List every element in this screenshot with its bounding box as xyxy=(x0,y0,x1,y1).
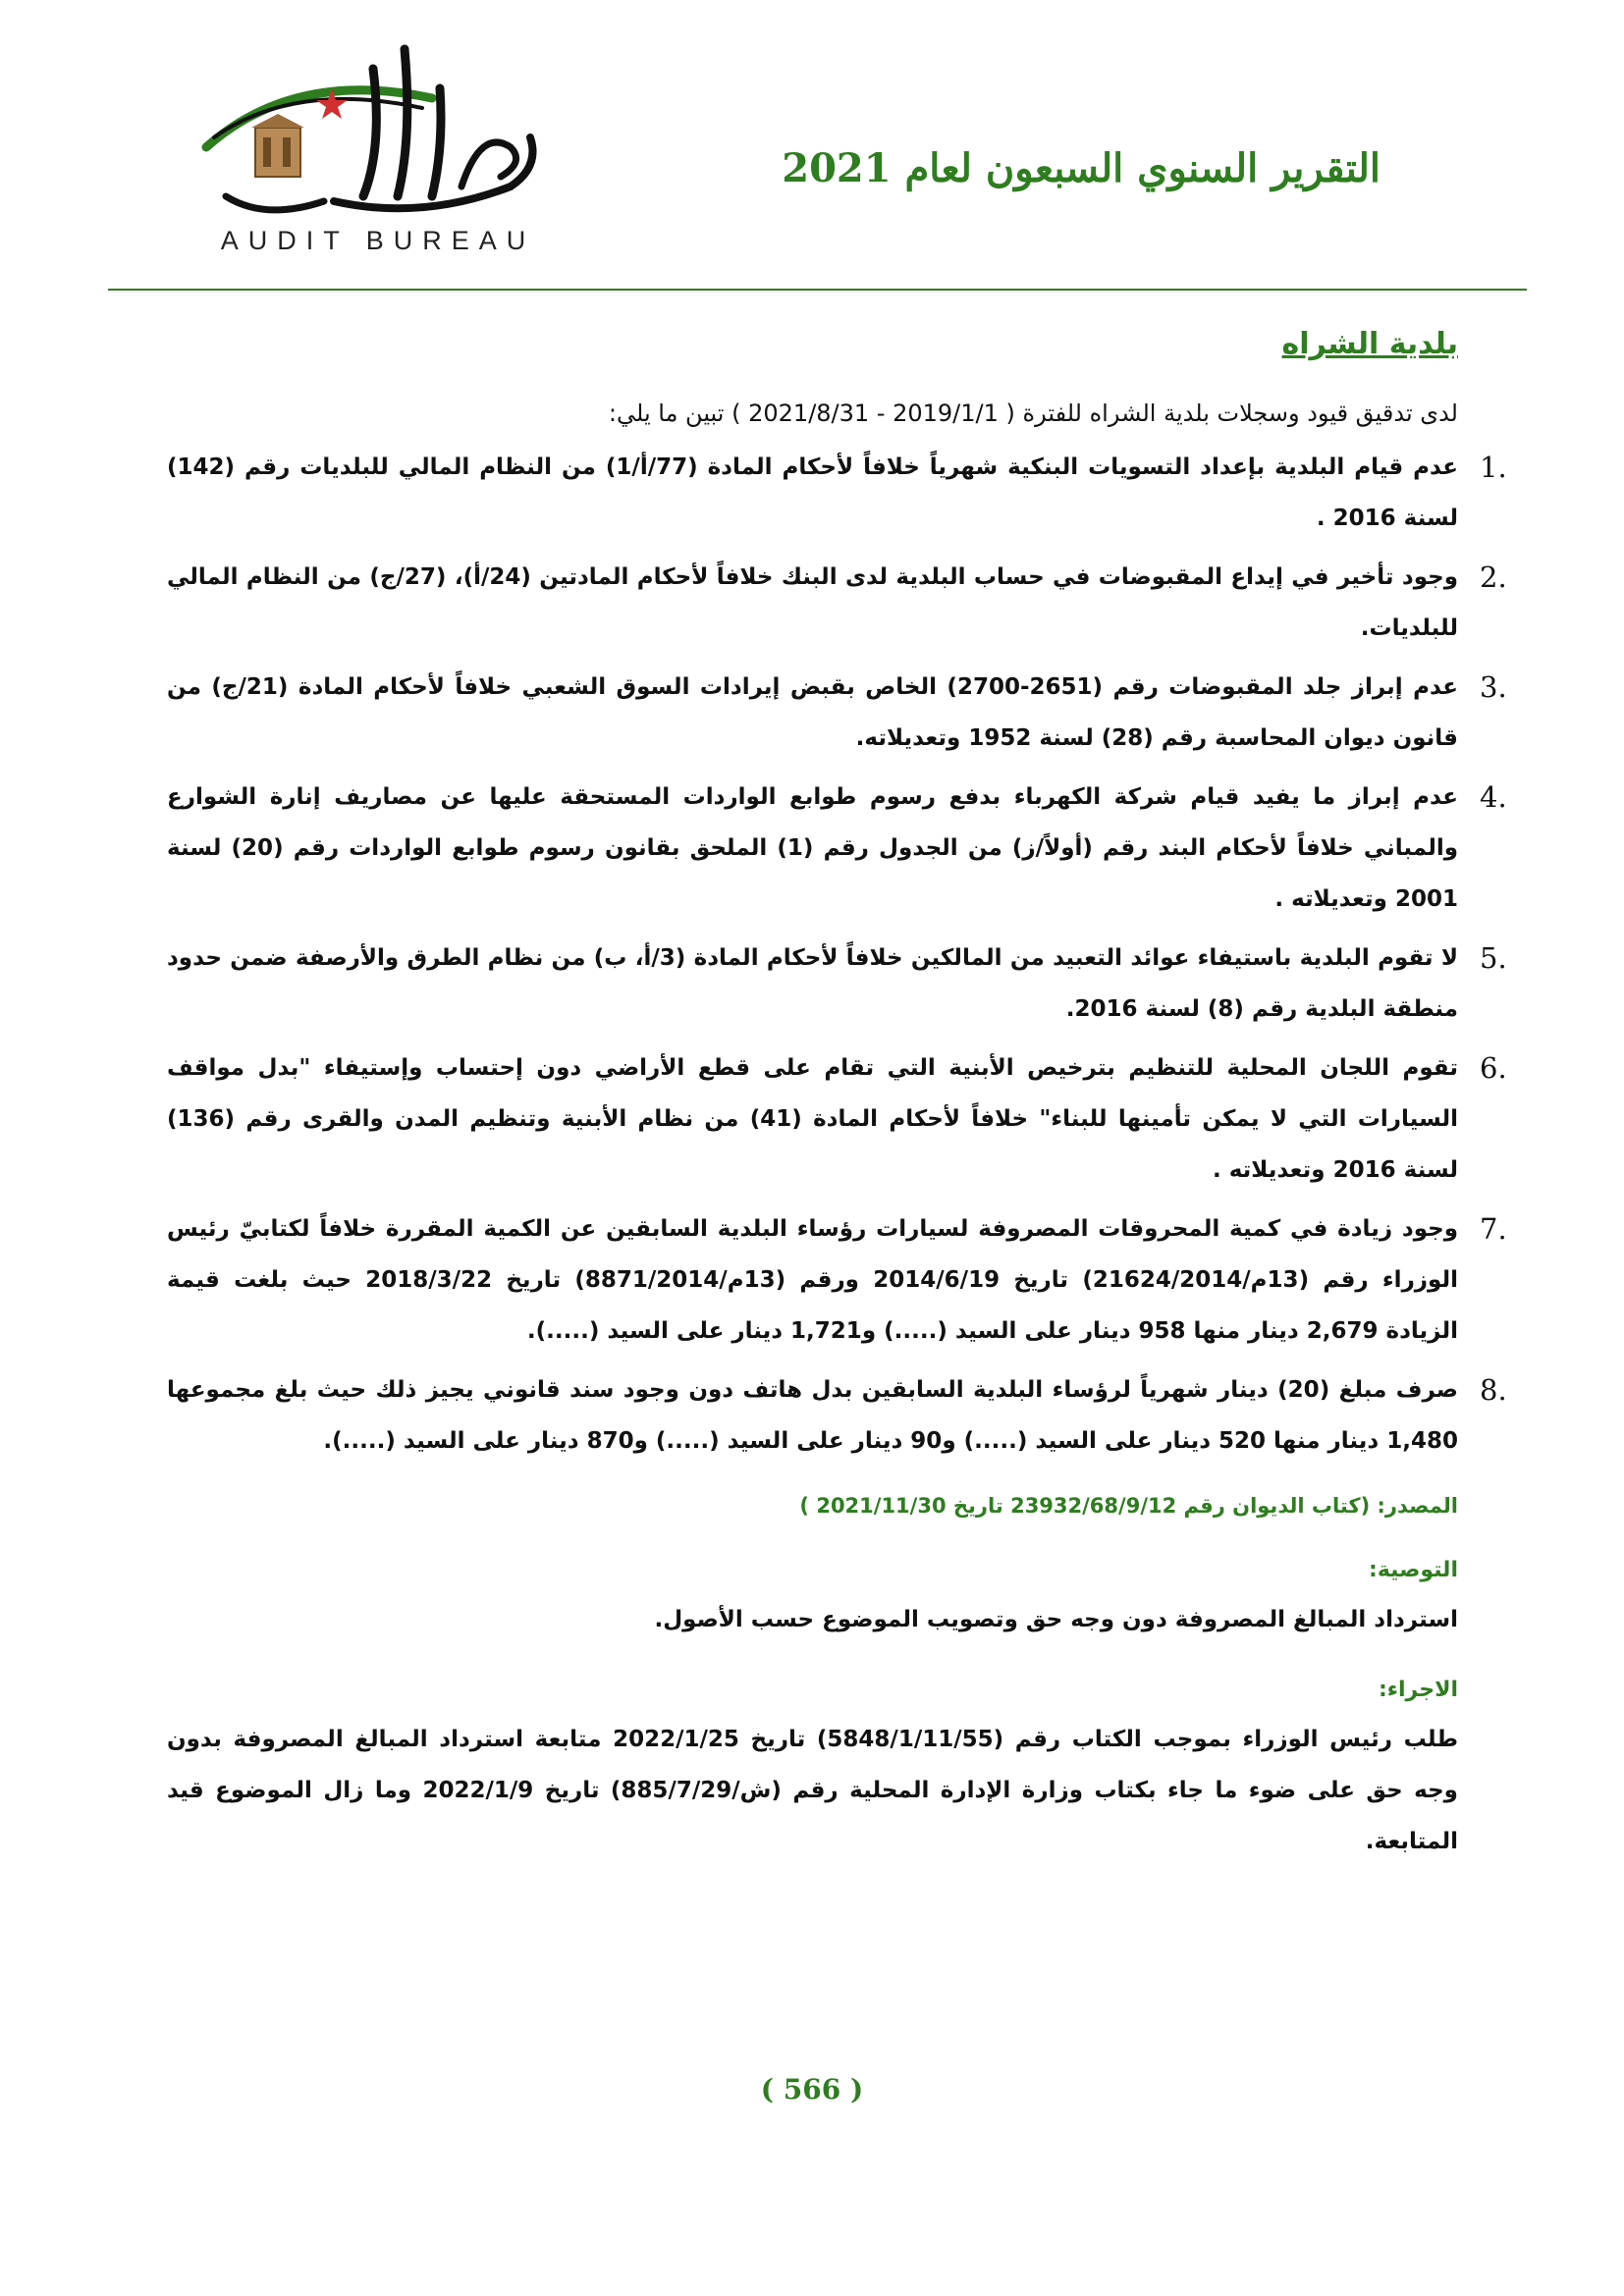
audit-bureau-logo xyxy=(187,29,569,260)
item-text: وجود تأخير في إيداع المقبوضات في حساب البلدية لدى البنك خلافاً لأحكام المادتين (24/أ)، (27/ج) من النظام المالي للبلديات. xyxy=(167,564,1458,641)
list-item xyxy=(167,552,1507,654)
findings-list xyxy=(167,442,1507,1467)
recommendation-text: استرداد المبالغ المصروفة دون وجه حق وتصويب الموضوع حسب الأصول. xyxy=(654,1607,1458,1632)
item-number: 8. xyxy=(1480,1373,1507,1407)
section-title: بلدية الشراه xyxy=(1281,327,1458,361)
item-text: لا تقوم البلدية باستيفاء عوائد التعبيد من المالكين خلافاً لأحكام المادة (3/أ، ب) من نظام الطرق والأرصفة ضمن حدود منطقة البلدية رقم (8) لسنة 2016. xyxy=(167,945,1458,1022)
page-number: ( 566 ) xyxy=(760,2073,864,2106)
list-item xyxy=(167,933,1507,1035)
item-text: عدم إبراز جلد المقبوضات رقم (2651-2700) الخاص بقبض إيرادات السوق الشعبي خلافاً لأحكام المادة (21/ج) من قانون ديوان المحاسبة رقم (28) لسنة 1952 وتعديلاته. xyxy=(167,674,1459,751)
item-text: عدم إبراز ما يفيد قيام شركة الكهرباء بدفع رسوم طوابع الواردات المستحقة عليها عن مصاريف إنارة الشوارع والمباني خلافاً لأحكام البند رقم (أولاً/ز) من الجدول رقم (1) الملحق بقانون رسوم طوابع الواردات رقم (20) لسنة 2001 وتعديلاته . xyxy=(167,784,1459,912)
section-intro: لدى تدقيق قيود وسجلات بلدية الشراه للفترة ( 2019/1/1 - 2021/8/31 ) تبين ما يلي: xyxy=(608,400,1458,427)
list-item xyxy=(167,1364,1507,1467)
page-content xyxy=(167,324,1507,1867)
source-citation: المصدر: (كتاب الديوان رقم 23932/68/9/12 تاريخ 2021/11/30 ) xyxy=(799,1494,1458,1518)
item-number: 3. xyxy=(1480,670,1507,704)
item-text: تقوم اللجان المحلية للتنظيم بترخيص الأبنية التي تقام على قطع الأراضي دون إحتساب وإستيفاء "بدل مواقف السيارات التي لا يمكن تأمينها للبناء" خلافاً لأحكام المادة (41) من نظام الأبنية وتنظيم المدن والقرى رقم (136) لسنة 2016 وتعديلاته . xyxy=(167,1055,1458,1183)
header-divider xyxy=(108,289,1527,291)
item-number: 7. xyxy=(1480,1212,1507,1246)
action-text: طلب رئيس الوزراء بموجب الكتاب رقم (5848/1/11/55) تاريخ 2022/1/25 متابعة استرداد المبالغ المصروفة بدون وجه حق على ضوء ما جاء بكتاب وزارة الإدارة المحلية رقم (ش/885/7/29) تاريخ 2022/1/9 وما زال الموضوع قيد المتابعة. xyxy=(167,1727,1458,1854)
item-number: 5. xyxy=(1480,941,1507,975)
item-number: 2. xyxy=(1480,561,1507,594)
logo-emblem xyxy=(187,29,569,226)
list-item xyxy=(167,772,1507,925)
page-header xyxy=(0,0,1624,294)
item-number: 1. xyxy=(1480,451,1507,484)
item-text: عدم قيام البلدية بإعداد التسويات البنكية شهرياً خلافاً لأحكام المادة (77/أ/1) من النظام المالي للبلديات رقم (142) لسنة 2016 . xyxy=(167,454,1459,531)
logo-latin-text: AUDIT BUREAU xyxy=(220,226,536,255)
recommendation-heading: التوصية: xyxy=(1369,1558,1458,1582)
item-text: صرف مبلغ (20) دينار شهرياً لرؤساء البلدية السابقين بدل هاتف دون وجود سند قانوني يجيز ذلك حيث بلغ مجموعها 1,480 دينار منها 520 دينار على السيد (.....) و90 دينار على السيد (.....) و870 دينار على السيد (.....). xyxy=(167,1377,1458,1454)
list-item xyxy=(167,442,1507,544)
report-title: التقرير السنوي السبعون لعام 2021 xyxy=(782,145,1380,191)
action-heading: الاجراء: xyxy=(1378,1678,1458,1702)
list-item xyxy=(167,1042,1507,1196)
item-number: 4. xyxy=(1480,780,1507,814)
item-text: وجود زيادة في كمية المحروقات المصروفة لسيارات رؤساء البلدية السابقين عن الكمية المقررة خلافاً لكتابيّ رئيس الوزراء رقم (13م/21624/2014) تاريخ 2014/6/19 ورقم (13م/8871/2014) تاريخ 2018/3/22 حيث بلغت قيمة الزيادة 2,679 دينار منها 958 دينار على السيد (.....) و1,721 دينار على السيد (.....). xyxy=(167,1216,1458,1344)
list-item xyxy=(167,662,1507,764)
list-item xyxy=(167,1203,1507,1357)
item-number: 6. xyxy=(1480,1051,1507,1085)
